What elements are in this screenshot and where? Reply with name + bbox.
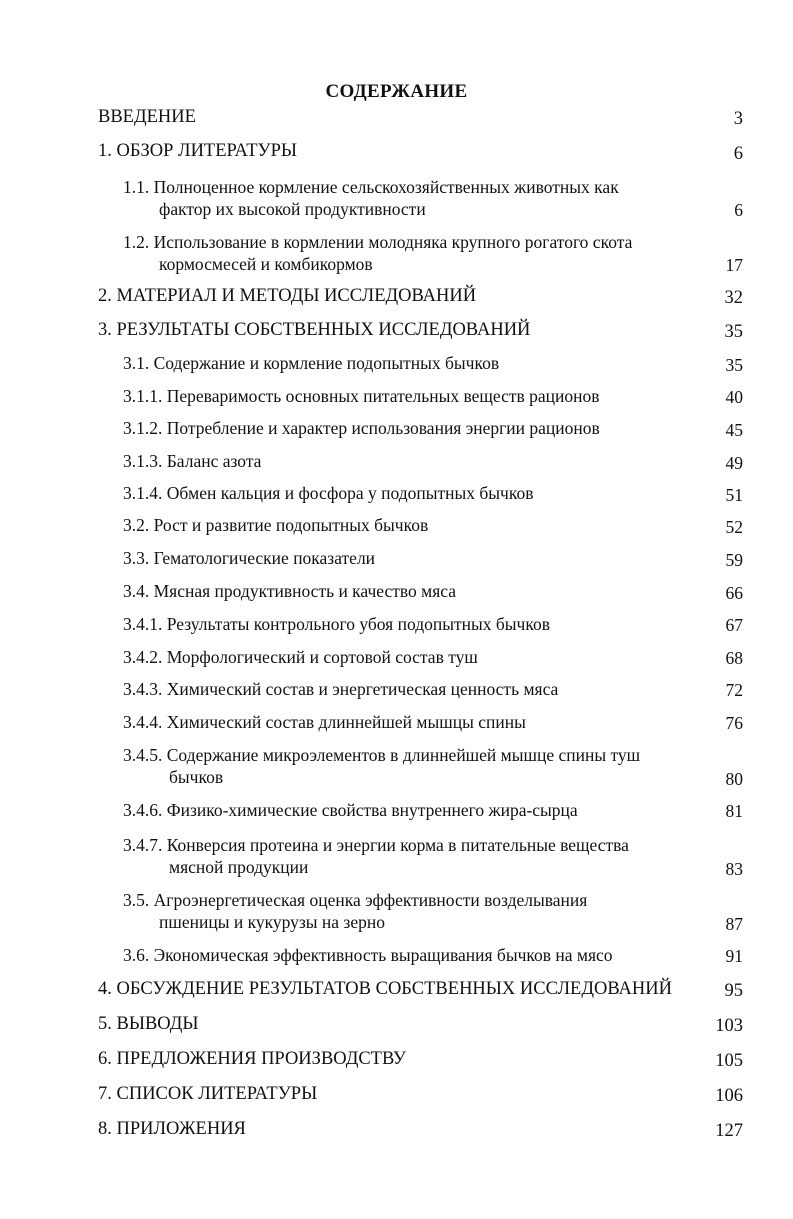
toc-entry-label: 5. ВЫВОДЫ xyxy=(98,1014,199,1034)
toc-title: СОДЕРЖАНИЕ xyxy=(325,81,468,102)
toc-entry-page: 6 xyxy=(733,144,743,164)
toc-entry-label-line1: 3.4.7. Конверсия протеина и энергии корма в питательные вещества xyxy=(123,835,629,855)
toc-entry-label: 3.4.6. Физико-химические свойства внутреннего жира-сырца xyxy=(123,800,578,820)
toc-entry-label xyxy=(123,176,619,220)
toc-entry-page: 35 xyxy=(724,322,743,342)
toc-entry-page: 49 xyxy=(725,453,743,473)
toc-entry-page: 127 xyxy=(715,1121,743,1141)
toc-entry-label: 2. МАТЕРИАЛ И МЕТОДЫ ИССЛЕДОВАНИЙ xyxy=(98,286,477,306)
toc-entry-label: ВВЕДЕНИЕ xyxy=(98,107,196,127)
toc-entry-page: 17 xyxy=(725,255,743,275)
toc-entry-page: 106 xyxy=(715,1086,743,1106)
toc-entry-page: 68 xyxy=(725,648,743,668)
toc-entry-label: 3.1. Содержание и кормление подопытных бычков xyxy=(123,353,500,373)
toc-entry-page: 3 xyxy=(733,109,743,129)
toc-entry-page: 35 xyxy=(725,355,743,375)
toc-entry-page: 66 xyxy=(725,583,743,603)
toc-entry-label xyxy=(123,744,640,788)
toc-entry-page: 87 xyxy=(725,914,743,934)
toc-entry-page: 51 xyxy=(725,485,743,505)
toc-entry-page: 40 xyxy=(725,387,743,407)
toc-entry-label-line1: 1.1. Полноценное кормление сельскохозяйственных животных как xyxy=(123,177,619,197)
toc-entry-label: 3.4.2. Морфологический и сортовой состав туш xyxy=(123,647,478,667)
toc-entry-label: 3.1.4. Обмен кальция и фосфора у подопытных бычков xyxy=(123,483,534,503)
toc-entry-label: 1. ОБЗОР ЛИТЕРАТУРЫ xyxy=(98,141,298,161)
toc-entry-label-line1: 3.5. Агроэнергетическая оценка эффективности возделывания xyxy=(123,890,588,910)
toc-entry-page: 32 xyxy=(724,288,743,308)
toc-entry-label: 3. РЕЗУЛЬТАТЫ СОБСТВЕННЫХ ИССЛЕДОВАНИЙ xyxy=(98,320,531,340)
toc-entry-label: 3.1.1. Переваримость основных питательных веществ рационов xyxy=(123,386,600,406)
toc-entry-page: 6 xyxy=(734,200,743,220)
toc-entry-label: 3.4.1. Результаты контрольного убоя подопытных бычков xyxy=(123,614,550,634)
toc-entry-label: 3.3. Гематологические показатели xyxy=(123,548,376,568)
toc-entry-label-line2: фактор их высокой продуктивности xyxy=(159,199,426,219)
toc-entry-label-line2: пшеницы и кукурузы на зерно xyxy=(159,912,385,932)
toc-entry-label xyxy=(123,889,587,933)
toc-entry-label xyxy=(123,231,632,275)
toc-entry-label: 3.4. Мясная продуктивность и качество мяса xyxy=(123,581,457,601)
toc-entry-label xyxy=(123,834,629,878)
toc-entry-label-line2: мясной продукции xyxy=(169,857,309,877)
toc-entry-page: 72 xyxy=(725,680,743,700)
toc-entry-page: 105 xyxy=(715,1051,743,1071)
toc-entry-page: 81 xyxy=(725,801,743,821)
toc-entry-label: 4. ОБСУЖДЕНИЕ РЕЗУЛЬТАТОВ СОБСТВЕННЫХ ИССЛЕДОВАНИЙ xyxy=(98,979,672,999)
toc-entry-page: 45 xyxy=(725,420,743,440)
toc-entry-label: 8. ПРИЛОЖЕНИЯ xyxy=(98,1119,246,1139)
toc-entry-page: 91 xyxy=(725,946,743,966)
toc-entry-label: 7. СПИСОК ЛИТЕРАТУРЫ xyxy=(98,1084,318,1104)
toc-entry-label: 3.1.2. Потребление и характер использования энергии рационов xyxy=(123,418,600,438)
toc-entry-label-line2: бычков xyxy=(169,767,224,787)
toc-entry-label-line1: 1.2. Использование в кормлении молодняка крупного рогатого скота xyxy=(123,232,633,252)
toc-entry-page: 67 xyxy=(725,615,743,635)
toc-entry-label-line2: кормосмесей и комбикормов xyxy=(159,254,373,274)
toc-entry-label: 3.2. Рост и развитие подопытных бычков xyxy=(123,515,429,535)
toc-entry-page: 103 xyxy=(715,1016,743,1036)
toc-entry-label: 3.4.4. Химический состав длиннейшей мышцы спины xyxy=(123,712,526,732)
toc-entry-label-line1: 3.4.5. Содержание микроэлементов в длиннейшей мышце спины туш xyxy=(123,745,641,765)
toc-entry-label: 3.6. Экономическая эффективность выращивания бычков на мясо xyxy=(123,945,613,965)
toc-entry-label: 6. ПРЕДЛОЖЕНИЯ ПРОИЗВОДСТВУ xyxy=(98,1049,406,1069)
toc-entry-page: 95 xyxy=(724,981,743,1001)
toc-entry-page: 80 xyxy=(725,769,743,789)
toc-entry-page: 59 xyxy=(725,550,743,570)
toc-entry-label: 3.1.3. Баланс азота xyxy=(123,451,262,471)
toc-entry-page: 76 xyxy=(725,713,743,733)
toc-entry-page: 83 xyxy=(725,859,743,879)
toc-entry-label: 3.4.3. Химический состав и энергетическая ценность мяса xyxy=(123,679,559,699)
toc-entry-page: 52 xyxy=(725,517,743,537)
